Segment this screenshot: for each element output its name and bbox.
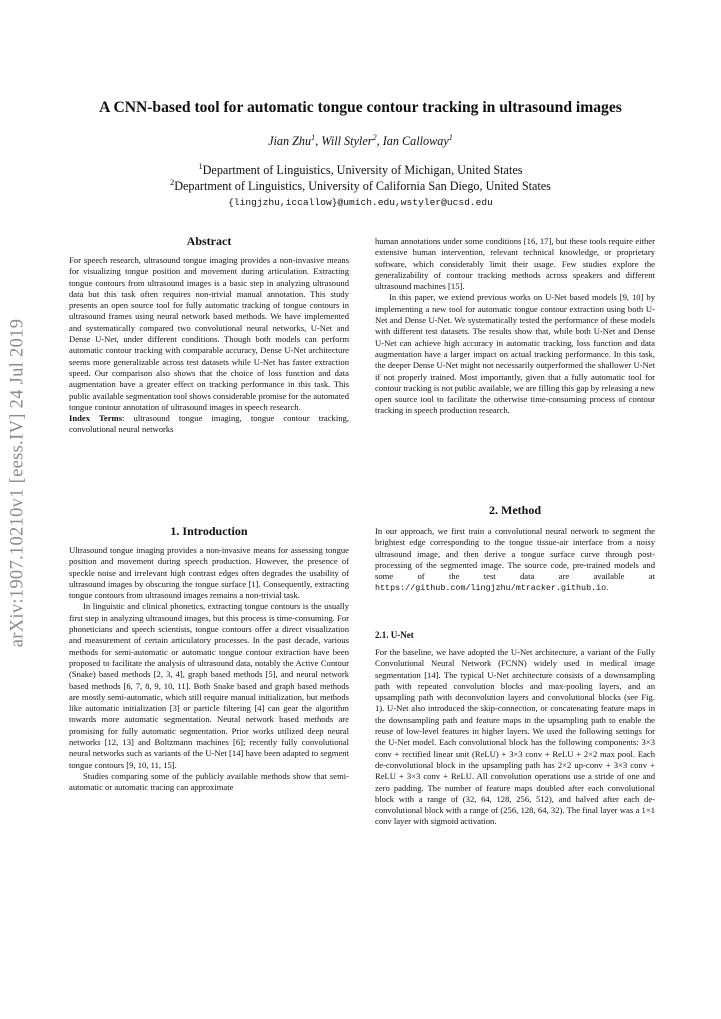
- intro-paragraph-2: In linguistic and clinical phonetics, extracting tongue contours is the usually first step in analyzing ultrasound images, but this process is time-consuming. For phoneticians and speech scientists, tongue contours offer a direct visualization and measurement of certain articulatory processes. In the past decade, various methods for semi-automatic or automatic tongue contour extraction have been proposed to facilitate the analysis of ultrasound data, notably the Active Contour (Snake) based methods [2, 3, 4], graph based methods [5], and neural network based methods [6, 7, 8, 9, 10, 11]. Both Snake based and graph based methods are mostly semi-automatic, which still require manual initialization, but methods like automatic initialization [3] or particle filtering [4] can gear the algorithm towards more automatic segmentation. Neural network based methods are promising for fully automatic segmentation. Prior works utilized deep neural networks [12, 13] and Boltzmann machines [6]; recently fully convolutional neural networks such as variants of the U-Net [14] have been adapted to segment tongue contours [9, 10, 11, 15].: [69, 601, 349, 770]
- method-heading: 2. Method: [489, 503, 541, 517]
- intro-paragraph-1: Ultrasound tongue imaging provides a non-invasive means for assessing tongue position and movement during speech production. However, the presence of speckle noise and irrelevant high contrast edges often degrades the usability of ultrasound images by obscuring the tongue surface [1]. Consequently, extracting tongue contours from ultrasound images remains a non-trivial task.: [69, 545, 349, 601]
- code-url-link[interactable]: https://github.com/lingjzhu/mtracker.github.io: [375, 583, 607, 594]
- arxiv-stamp: [3, 285, 33, 680]
- intro-body: [69, 545, 349, 794]
- author-name: Jian Zhu: [268, 134, 312, 148]
- paper-title: A CNN-based tool for automatic tongue contour tracking in ultrasound images: [99, 99, 622, 116]
- intro-paragraph-4: human annotations under some conditions [16, 17], but these tools require either extensive human intervention, relevant technical knowledge, or proprietary software, which considerably limit their usage. Few studies explore the generalizability of contour tracking methods across speakers and different ultrasound machines [15].: [375, 236, 655, 292]
- intro-heading: 1. Introduction: [170, 524, 248, 538]
- affiliation-mark: 1: [198, 161, 203, 171]
- intro-paragraph-5: In this paper, we extend previous works on U-Net based models [9, 10] by implementing a new tool for automatic tongue contour extraction using both U-Net and Dense U-Net. We systematically tested the performance of these models with different test datasets. The results show that, while both U-Net and Dense U-Net can achieve high accuracy in automatic tracking, loss function and data augmentation have a larger impact on actual tracking performance. In this task, the deeper Dense U-Net might not necessarily outperformed the shallower U-Net if not properly trained. Most importantly, given that a fully automatic tool for contour tracking is not public available, we are filling this gap by releasing a new open source tool to facilitate the otherwise time-consuming process of contour tracking in speech production research.: [375, 292, 655, 416]
- affiliation-2: [0, 179, 721, 194]
- index-terms-text: : ultrasound tongue imaging, tongue contour tracking, convolutional neural networks: [69, 413, 349, 435]
- author-name: Will Styler: [321, 134, 373, 148]
- abstract-heading: Abstract: [186, 234, 232, 248]
- index-terms: [69, 413, 349, 436]
- method-intro-text: In our approach, we first train a convolutional neural network to segment the brightest edge corresponding to the tongue tissue-air interface from a noisy ultrasound image, and then derive a tongue surface curve through post-processing of the segmented image. The source code, pre-trained models and some of the test data are available at: [375, 526, 655, 582]
- affiliation-mark: 2: [170, 177, 175, 187]
- abstract-body: [69, 255, 349, 436]
- abstract-text: For speech research, ultrasound tongue imaging provides a non-invasive means for visualizing tongue position and movement during articulation. Extracting tongue contours from ultrasound images is a basic step in analyzing ultrasound data but this task often requires non-trivial manual annotation. This study presents an open source tool for fully automatic tracking of tongue contours in ultrasound frames using neural network based methods. We have implemented and systematically compared two convolutional neural networks, U-Net and Dense U-Net, under different conditions. Though both models can perform automatic contour tracking with comparable accuracy, Dense U-Net architecture seems more generalizable across test datasets while U-Net has faster extraction speed. Our comparison also shows that the choice of loss function and data augmentation have a greater effect on tracking performance in this task. This public available segmentation tool shows considerable promise for the automated tongue contour annotation of ultrasound images in speech research.: [69, 255, 349, 412]
- unet-paragraph: For the baseline, we have adopted the U-Net architecture, a variant of the Fully Convolutional Neural Network (FCNN) widely used in medical image segmentation [14]. The typical U-Net architecture consists of a downsampling path with repeated convolution blocks and max-pooling layers, and an upsampling path with deconvolution layers and convolutional blocks (see Fig. 1). U-Net also introduced the skip-connection, or concatenating feature maps in the downsampling path and feature maps in the upsampling path to enable the reuse of low-level features in higher layers. We used the following settings for the U-Net model. Each convolutional block has the following components: 3×3 conv + rectified linear unit (ReLU) + 3×3 conv + ReLU + 2×2 max pool. Each de-convolutional block in the upsampling path has 2×2 up-conv + 3×3 conv + ReLU + 3×3 conv + ReLU. All convolution operations use a stride of one and zero padding. The number of feature maps doubled after each convolutional block with a range of (32, 64, 128, 256, 512), and halved after each de-convolutional block with a range of (256, 128, 64, 32). The final layer was a 1×1 conv layer with sigmoid activation.: [375, 647, 655, 827]
- affiliation-1: [0, 163, 721, 178]
- affiliation-text: Department of Linguistics, University of Michigan, United States: [202, 163, 523, 177]
- author-aff-mark: 2: [372, 132, 377, 142]
- author-line: Jian Zhu$^1$, Will Styler$^2$, Ian Calloway$^1$: [268, 132, 453, 148]
- method-intro-end: .: [606, 582, 609, 593]
- unet-body: [375, 647, 655, 828]
- method-paragraph-1: [375, 526, 655, 595]
- affiliation-text: Department of Linguistics, University of California San Diego, United States: [174, 179, 551, 193]
- intro-paragraph-3: Studies comparing some of the publicly available methods show that semi-automatic or automatic tracing can approximate: [69, 770, 349, 793]
- author-emails: {lingjzhu,iccallow}@umich.edu,wstyler@ucsd.edu: [228, 197, 493, 208]
- intro-continued: [375, 236, 655, 417]
- arxiv-stamp-text: arXiv:1907.10210v1 [eess.IV] 24 Jul 2019: [7, 318, 28, 647]
- author-name: Ian Calloway: [382, 134, 449, 148]
- unet-subheading: 2.1. U-Net: [375, 630, 414, 640]
- author-aff-mark: 1: [311, 132, 316, 142]
- author-aff-mark: 1: [448, 132, 453, 142]
- index-terms-label: Index Terms: [69, 413, 123, 424]
- method-body: [375, 526, 655, 595]
